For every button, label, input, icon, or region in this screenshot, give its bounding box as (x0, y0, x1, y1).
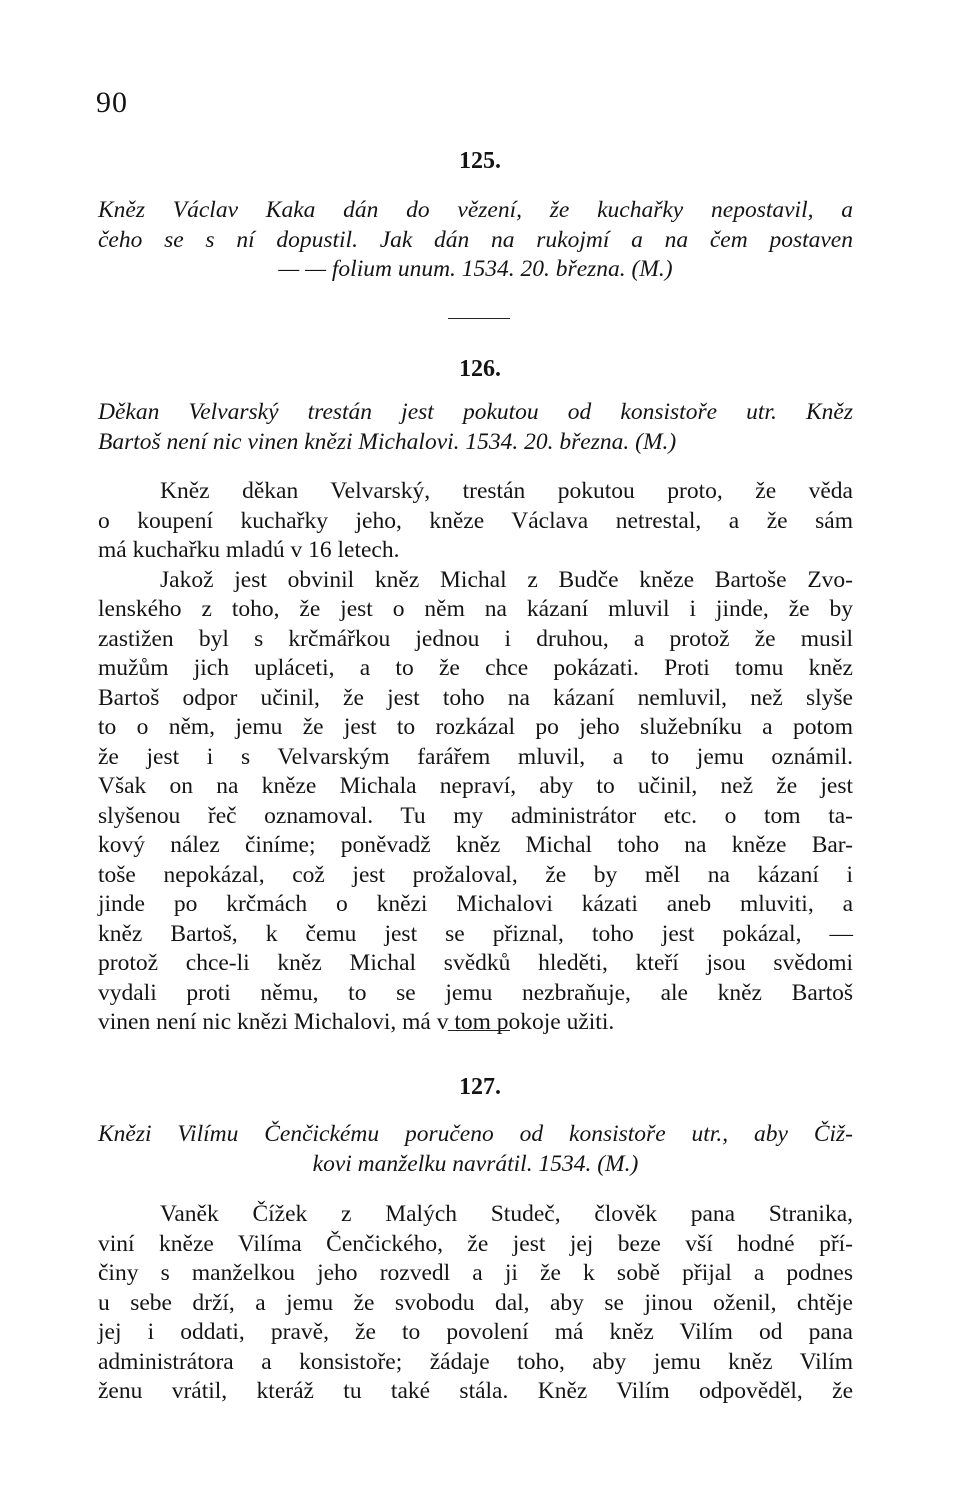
section-heading-126 (98, 398, 853, 457)
body-line: že jest i s Velvarským farářem mluvil, a to jemu oznámil. (98, 743, 853, 770)
body-line: jinde po krčmách o knězi Michalovi kázati aneb mluviti, a (98, 891, 853, 917)
section-number-125: 125. (459, 148, 501, 174)
body-line: kněz Bartoš, k čemu jest se přiznal, toho jest pokázal, — (98, 920, 853, 947)
body-line: Vaněk Čížek z Malých Studeč, člověk pana Stranika, (160, 1201, 853, 1227)
body-line: vinen není nic knězi Michalovi, má v tom pokoje užiti. (98, 1009, 615, 1035)
body-line: lenského z toho, že jest o něm na kázaní mluvil i jinde, že by (98, 596, 853, 622)
section-body-127 (98, 1200, 853, 1407)
body-line: mužům jich upláceti, a to že chce pokázati. Proti tomu kněz (98, 655, 853, 681)
heading-line: kovi manželku navrátil. 1534. (M.) (312, 1150, 639, 1177)
section-heading-125 (98, 196, 853, 285)
heading-line: — — folium unum. 1534. 20. března. (M.) (278, 256, 673, 282)
body-line: u sebe drží, a jemu že svobodu dal, aby se jinou oženil, chtěje (98, 1289, 853, 1316)
section-divider (448, 1030, 510, 1031)
body-line: jej i oddati, pravě, že to povolení má kněz Vilím od pana (98, 1319, 853, 1345)
heading-line: Děkan Velvarský trestán jest pokutou od konsistoře utr. Kněz (98, 399, 853, 425)
page-number: 90 (96, 86, 128, 119)
body-line: vydali proti němu, to se jemu nezbraňuje, ale kněz Bartoš (98, 979, 853, 1006)
body-line: kový nález činíme; poněvadž kněz Michal toho na kněze Bar- (98, 832, 853, 858)
body-line: to o něm, jemu že jest to rozkázal po jeho služebníku a potom (98, 714, 853, 740)
section-number-127: 127. (459, 1074, 501, 1100)
body-line: Však on na kněze Michala nepraví, aby to učinil, než že jest (98, 773, 853, 799)
body-line: Kněz děkan Velvarský, trestán pokutou proto, že věda (160, 478, 853, 504)
body-line: Bartoš odpor učinil, že jest toho na kázaní nemluvil, než slyše (98, 684, 853, 711)
body-line: protož chce-li kněz Michal svědků hleděti, kteří jsou svědomi (98, 950, 853, 976)
body-line: administrátora a konsistoře; žádaje toho, aby jemu kněz Vilím (98, 1348, 853, 1375)
body-line: ženu vrátil, kteráž tu také stála. Kněz Vilím odpověděl, že (98, 1378, 853, 1404)
heading-line: Bartoš není nic vinen knězi Michalovi. 1534. 20. března. (M.) (98, 428, 677, 455)
body-line: činy s manželkou jeho rozvedl a ji že k sobě přijal a podnes (98, 1260, 853, 1286)
body-line: o koupení kuchařky jeho, kněze Václava netrestal, a že sám (98, 507, 853, 534)
body-line: toše nepokázal, což jest prožaloval, že by měl na kázaní i (98, 861, 853, 888)
body-line: zastižen byl s krčmářkou jednou i druhou, a protož že musil (98, 625, 853, 652)
section-number-126: 126. (459, 356, 501, 382)
section-heading-127 (98, 1120, 853, 1179)
heading-line: čeho se s ní dopustil. Jak dán na rukojmí a na čem postaven (98, 226, 853, 253)
body-line: Jakož jest obvinil kněz Michal z Budče kněze Bartoše Zvo- (160, 566, 853, 593)
body-line: má kuchařku mladú v 16 letech. (98, 537, 400, 563)
section-body-126 (98, 477, 853, 1038)
section-divider (448, 318, 510, 319)
heading-line: Knězi Vilímu Čenčickému poručeno od konsistoře utr., aby Čiž- (98, 1121, 853, 1147)
body-line: viní kněze Vilíma Čenčického, že jest jej beze vší hodné pří- (98, 1230, 853, 1257)
heading-line: Kněz Václav Kaka dán do vězení, že kuchařky nepostavil, a (98, 197, 853, 223)
body-line: slyšenou řeč oznamoval. Tu my administrátor etc. o tom ta- (98, 802, 853, 829)
